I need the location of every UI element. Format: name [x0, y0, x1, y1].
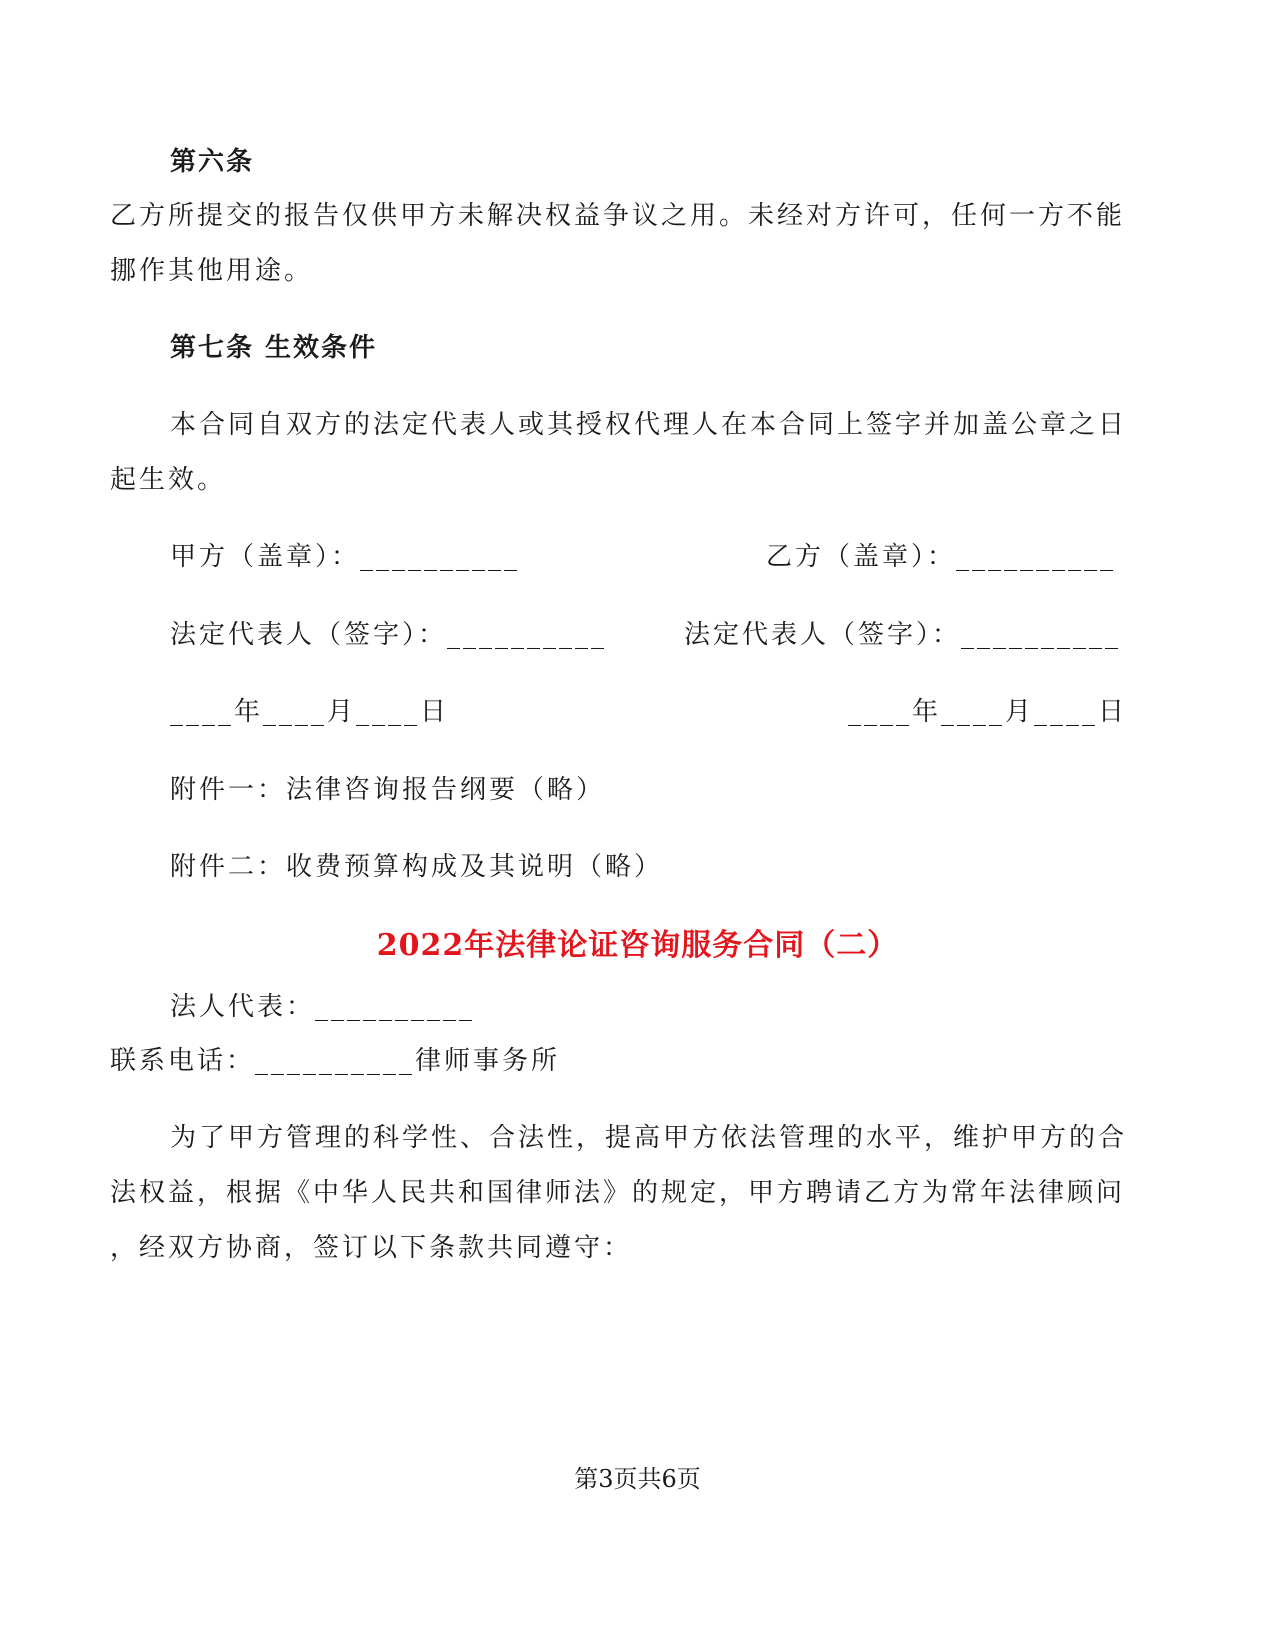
article7-text-line1: 本合同自双方的法定代表人或其授权代理人在本合同上签字并加盖公章之日 [170, 410, 1128, 440]
party-b-date: ____年____月____日 [848, 697, 1128, 727]
party-b-representative: 法定代表人（签字）：__________ [684, 620, 1122, 650]
party-a-date: ____年____月____日 [170, 697, 450, 727]
attachment-one: 附件一：法律咨询报告纲要（略） [170, 775, 606, 805]
contract-title: 2022年法律论证咨询服务合同（二） [376, 928, 899, 963]
article6-heading: 第六条 [170, 147, 255, 177]
legal-representative-line: 法人代表：__________ [170, 992, 476, 1022]
party-a-seal: 甲方（盖章）：__________ [170, 542, 521, 572]
page-number-footer: 第3页共6页 [574, 1465, 701, 1493]
contact-phone-line: 联系电话：__________律师事务所 [110, 1046, 561, 1076]
attachment-two: 附件二：收费预算构成及其说明（略） [170, 852, 664, 882]
intro-paragraph-line1: 为了甲方管理的科学性、合法性，提高甲方依法管理的水平，维护甲方的合 [170, 1123, 1128, 1153]
article6-text-line1: 乙方所提交的报告仅供甲方未解决权益争议之用。未经对方许可，任何一方不能 [110, 201, 1126, 231]
article7-heading: 第七条 生效条件 [170, 333, 378, 363]
intro-paragraph-line3: ，经双方协商，签订以下条款共同遵守： [110, 1233, 633, 1263]
intro-paragraph-line2: 法权益，根据《中华人民共和国律师法》的规定，甲方聘请乙方为常年法律顾问 [110, 1178, 1126, 1208]
party-a-representative: 法定代表人（签字）：__________ [170, 620, 608, 650]
party-b-seal: 乙方（盖章）：__________ [766, 542, 1117, 572]
article7-text-line2: 起生效。 [110, 465, 227, 495]
article6-text-line2: 挪作其他用途。 [110, 256, 314, 286]
